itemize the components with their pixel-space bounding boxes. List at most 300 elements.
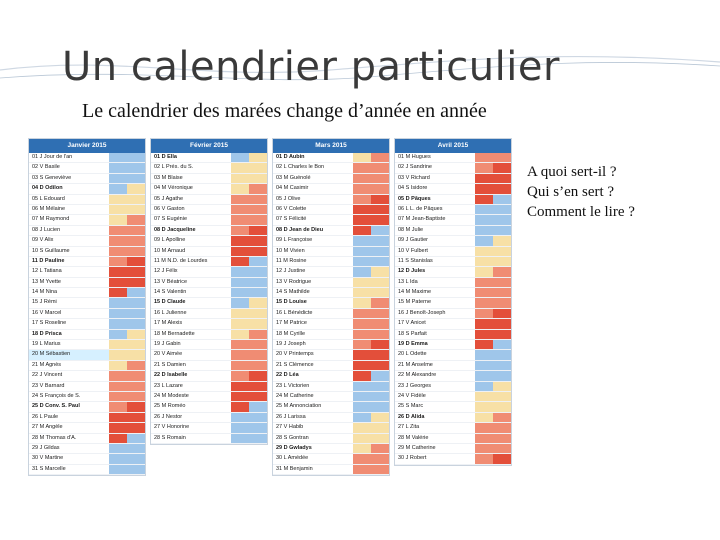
tide-coefficient	[353, 257, 371, 266]
tide-coefficient	[475, 288, 493, 297]
day-label: 30 V Martine	[32, 455, 64, 462]
calendar-day-row	[273, 340, 389, 350]
tide-coefficient	[127, 267, 145, 276]
tide-coefficient	[371, 195, 389, 204]
calendar-day-row	[273, 257, 389, 267]
day-label: 23 J Georges	[398, 382, 432, 389]
tide-coefficient	[353, 392, 371, 401]
tide-coefficient	[475, 434, 493, 443]
day-label: 11 M Rosine	[276, 257, 307, 264]
tide-coefficient	[493, 319, 511, 328]
tide-coefficient	[231, 288, 249, 297]
day-label: 17 M Alexis	[154, 320, 183, 327]
tide-coefficient	[353, 247, 371, 256]
tide-coefficient	[353, 371, 371, 380]
tide-coefficient	[371, 319, 389, 328]
tide-coefficient	[475, 330, 493, 339]
tide-coefficient	[493, 215, 511, 224]
tide-coefficient	[475, 350, 493, 359]
day-label: 23 L Victorien	[276, 382, 310, 389]
calendar-day-row	[29, 413, 145, 423]
tide-coefficient	[371, 267, 389, 276]
calendar-day-row	[395, 423, 511, 433]
tide-coefficient	[493, 350, 511, 359]
tide-coefficient	[109, 340, 127, 349]
tide-coefficient	[371, 278, 389, 287]
calendar-day-row	[273, 309, 389, 319]
tide-coefficient	[371, 330, 389, 339]
tide-coefficient	[127, 184, 145, 193]
day-label: 04 D Odilon	[32, 185, 63, 192]
tide-coefficient	[475, 184, 493, 193]
tide-coefficient	[109, 319, 127, 328]
calendar-day-row	[395, 215, 511, 225]
tide-coefficient	[109, 257, 127, 266]
tide-coefficient	[127, 454, 145, 463]
calendar-day-row	[395, 350, 511, 360]
day-label: 01 D Aubin	[276, 154, 305, 160]
day-label: 28 S Gontran	[276, 434, 309, 441]
day-label: 02 J Sandrine	[398, 164, 432, 171]
calendar-day-row	[29, 247, 145, 257]
day-label: 29 D Gwladys	[276, 444, 312, 451]
tide-coefficient	[353, 309, 371, 318]
calendar-day-row	[395, 444, 511, 454]
tide-coefficient	[353, 330, 371, 339]
calendar-day-row	[273, 226, 389, 236]
day-label: 15 D Louise	[276, 299, 307, 306]
calendar-day-row	[395, 195, 511, 205]
day-label: 25 D Conv. S. Paul	[32, 403, 80, 410]
day-label: 03 M Blaise	[154, 174, 183, 181]
calendar-day-row	[395, 163, 511, 173]
day-label: 02 L Prés. du S.	[154, 164, 194, 171]
tide-coefficient	[493, 257, 511, 266]
day-label: 28 M Valérie	[398, 434, 429, 441]
tide-coefficient	[231, 195, 249, 204]
calendar-day-row	[273, 278, 389, 288]
month-february	[150, 138, 268, 445]
tide-coefficient	[109, 205, 127, 214]
day-label: 14 S Mathilde	[276, 289, 310, 296]
tide-coefficient	[493, 423, 511, 432]
day-label: 11 S Stanislas	[398, 257, 433, 264]
tide-coefficient	[475, 195, 493, 204]
tide-coefficient	[371, 350, 389, 359]
tide-coefficient	[109, 371, 127, 380]
day-label: 01 M Hugues	[398, 154, 431, 160]
tide-coefficient	[249, 267, 267, 276]
tide-coefficient	[371, 454, 389, 463]
calendar-day-row	[395, 298, 511, 308]
calendar-day-row	[273, 247, 389, 257]
tide-coefficient	[249, 236, 267, 245]
tide-coefficient	[493, 195, 511, 204]
calendar-day-row	[29, 350, 145, 360]
calendar-day-row	[395, 309, 511, 319]
calendar-day-row	[29, 465, 145, 475]
tide-coefficient	[127, 247, 145, 256]
calendar-day-row	[29, 236, 145, 246]
tide-coefficient	[353, 444, 371, 453]
tide-coefficient	[353, 423, 371, 432]
calendar-day-row	[29, 434, 145, 444]
tide-coefficient	[109, 247, 127, 256]
day-label: 14 M Maxime	[398, 289, 432, 296]
day-label: 15 J Rémi	[32, 299, 57, 306]
tide-coefficient	[475, 215, 493, 224]
day-label: 28 S Romain	[154, 434, 186, 441]
day-label: 09 L Françoise	[276, 237, 313, 244]
calendar-day-row	[395, 226, 511, 236]
calendar-day-row	[151, 371, 267, 381]
tide-coefficient	[231, 392, 249, 401]
tide-coefficient	[109, 195, 127, 204]
tide-calendar	[28, 138, 512, 474]
tide-coefficient	[127, 330, 145, 339]
day-label: 11 D Pauline	[32, 257, 65, 264]
day-label: 17 M Patrice	[276, 320, 307, 327]
day-label: 15 M Paterne	[398, 299, 432, 306]
calendar-day-row	[273, 195, 389, 205]
tide-coefficient	[249, 205, 267, 214]
day-label: 12 L Tatiana	[32, 268, 62, 275]
day-label: 21 M Agnès	[32, 361, 62, 368]
calendar-day-row	[273, 434, 389, 444]
calendar-day-row	[273, 350, 389, 360]
tide-coefficient	[109, 215, 127, 224]
calendar-day-row	[273, 205, 389, 215]
tide-coefficient	[475, 382, 493, 391]
calendar-day-row	[273, 444, 389, 454]
day-label: 04 M Casimir	[276, 185, 309, 192]
tide-coefficient	[249, 153, 267, 162]
tide-coefficient	[493, 402, 511, 411]
tide-coefficient	[127, 392, 145, 401]
tide-coefficient	[127, 382, 145, 391]
tide-coefficient	[475, 361, 493, 370]
tide-coefficient	[353, 465, 371, 474]
slide-subtitle: Le calendrier des marées change d’année en année	[82, 100, 487, 122]
day-list	[151, 153, 267, 444]
tide-coefficient	[475, 392, 493, 401]
calendar-day-row	[273, 330, 389, 340]
day-label: 18 D Prisca	[32, 330, 62, 337]
day-label: 17 S Roseline	[32, 320, 67, 327]
tide-coefficient	[371, 215, 389, 224]
tide-coefficient	[249, 278, 267, 287]
calendar-day-row	[273, 392, 389, 402]
calendar-day-row	[151, 226, 267, 236]
calendar-day-row	[151, 423, 267, 433]
calendar-day-row	[395, 288, 511, 298]
tide-coefficient	[371, 361, 389, 370]
tide-coefficient	[493, 413, 511, 422]
tide-coefficient	[231, 257, 249, 266]
tide-coefficient	[127, 423, 145, 432]
calendar-day-row	[29, 278, 145, 288]
day-label: 31 S Marcelle	[32, 465, 66, 472]
day-label: 13 L Ida	[398, 278, 418, 285]
tide-coefficient	[353, 454, 371, 463]
tide-coefficient	[475, 454, 493, 463]
tide-coefficient	[493, 163, 511, 172]
tide-coefficient	[249, 350, 267, 359]
tide-coefficient	[127, 236, 145, 245]
calendar-day-row	[29, 340, 145, 350]
tide-coefficient	[127, 163, 145, 172]
tide-coefficient	[493, 267, 511, 276]
day-label: 04 M Véronique	[154, 185, 193, 192]
calendar-day-row	[273, 371, 389, 381]
month-january	[28, 138, 146, 476]
tide-coefficient	[127, 278, 145, 287]
calendar-day-row	[273, 267, 389, 277]
tide-coefficient	[109, 163, 127, 172]
calendar-day-row	[273, 423, 389, 433]
calendar-day-row	[395, 330, 511, 340]
day-list	[395, 153, 511, 465]
day-label: 26 J Larissa	[276, 413, 306, 420]
day-label: 15 D Claude	[154, 299, 186, 306]
tide-coefficient	[493, 382, 511, 391]
tide-coefficient	[127, 174, 145, 183]
calendar-day-row	[29, 195, 145, 205]
calendar-day-row	[395, 454, 511, 464]
tide-coefficient	[475, 226, 493, 235]
question-purpose: A quoi sert-il ?	[527, 164, 617, 180]
tide-coefficient	[353, 340, 371, 349]
tide-coefficient	[109, 153, 127, 162]
tide-coefficient	[493, 298, 511, 307]
tide-coefficient	[353, 205, 371, 214]
tide-coefficient	[127, 195, 145, 204]
calendar-day-row	[395, 247, 511, 257]
tide-coefficient	[371, 174, 389, 183]
tide-coefficient	[127, 298, 145, 307]
tide-coefficient	[231, 382, 249, 391]
tide-coefficient	[371, 340, 389, 349]
question-reading: Comment le lire ?	[527, 204, 635, 220]
tide-coefficient	[231, 267, 249, 276]
day-label: 27 L Zita	[398, 424, 420, 431]
tide-coefficient	[353, 195, 371, 204]
month-march	[272, 138, 390, 476]
day-label: 20 M Sébastien	[32, 351, 71, 358]
day-label: 01 J Jour de l'an	[32, 154, 73, 160]
calendar-day-row	[151, 247, 267, 257]
tide-coefficient	[475, 163, 493, 172]
day-label: 30 L Amédée	[276, 455, 309, 462]
calendar-day-row	[395, 278, 511, 288]
day-label: 18 S Parfait	[398, 330, 427, 337]
calendar-day-row	[29, 184, 145, 194]
calendar-day-row	[29, 257, 145, 267]
tide-coefficient	[475, 309, 493, 318]
tide-coefficient	[353, 319, 371, 328]
day-label: 19 J Gabin	[154, 341, 181, 348]
calendar-day-row	[151, 361, 267, 371]
tide-coefficient	[249, 371, 267, 380]
tide-coefficient	[249, 319, 267, 328]
calendar-day-row	[273, 465, 389, 475]
calendar-day-row	[151, 267, 267, 277]
calendar-day-row	[151, 278, 267, 288]
calendar-day-row	[29, 319, 145, 329]
day-label: 18 M Bernadette	[154, 330, 195, 337]
calendar-day-row	[151, 257, 267, 267]
calendar-day-row	[395, 153, 511, 163]
calendar-day-row	[151, 319, 267, 329]
day-label: 09 V Alix	[32, 237, 54, 244]
day-label: 28 M Thomas d'A.	[32, 434, 77, 441]
calendar-day-row	[151, 205, 267, 215]
tide-coefficient	[231, 402, 249, 411]
tide-coefficient	[109, 174, 127, 183]
calendar-day-row	[29, 288, 145, 298]
calendar-day-row	[151, 402, 267, 412]
tide-coefficient	[493, 205, 511, 214]
tide-coefficient	[353, 236, 371, 245]
day-label: 21 S Clémence	[276, 361, 314, 368]
tide-coefficient	[109, 184, 127, 193]
tide-coefficient	[109, 350, 127, 359]
day-label: 26 J Nestor	[154, 413, 183, 420]
tide-coefficient	[127, 309, 145, 318]
tide-coefficient	[231, 413, 249, 422]
calendar-day-row	[395, 174, 511, 184]
calendar-day-row	[151, 163, 267, 173]
month-header: Avril 2015	[395, 139, 511, 153]
day-label: 23 L Lazare	[154, 382, 183, 389]
tide-coefficient	[353, 153, 371, 162]
tide-coefficient	[475, 402, 493, 411]
day-label: 05 D Pâques	[398, 195, 431, 202]
tide-coefficient	[249, 257, 267, 266]
tide-coefficient	[475, 247, 493, 256]
calendar-day-row	[29, 371, 145, 381]
calendar-day-row	[395, 413, 511, 423]
calendar-day-row	[151, 309, 267, 319]
calendar-day-row	[29, 215, 145, 225]
calendar-day-row	[151, 382, 267, 392]
tide-coefficient	[371, 298, 389, 307]
tide-coefficient	[371, 257, 389, 266]
tide-coefficient	[109, 267, 127, 276]
tide-coefficient	[371, 184, 389, 193]
tide-coefficient	[249, 163, 267, 172]
tide-coefficient	[127, 340, 145, 349]
calendar-day-row	[151, 392, 267, 402]
day-label: 07 M Raymond	[32, 216, 70, 223]
day-label: 02 L Charles le Bon	[276, 164, 325, 171]
day-label: 26 L Paule	[32, 413, 59, 420]
calendar-day-row	[395, 402, 511, 412]
day-list	[273, 153, 389, 475]
tide-coefficient	[475, 174, 493, 183]
tide-coefficient	[493, 371, 511, 380]
calendar-day-row	[29, 444, 145, 454]
tide-coefficient	[371, 382, 389, 391]
day-label: 08 D Jacqueline	[154, 226, 196, 233]
day-label: 08 M Julie	[398, 226, 424, 233]
calendar-day-row	[151, 153, 267, 163]
tide-coefficient	[475, 278, 493, 287]
calendar-day-row	[273, 215, 389, 225]
tide-coefficient	[353, 226, 371, 235]
day-label: 30 J Robert	[398, 455, 427, 462]
tide-coefficient	[127, 444, 145, 453]
day-label: 22 D Isabelle	[154, 372, 188, 379]
tide-coefficient	[353, 298, 371, 307]
tide-coefficient	[231, 153, 249, 162]
tide-coefficient	[493, 392, 511, 401]
day-label: 13 V Béatrice	[154, 278, 188, 285]
calendar-day-row	[151, 184, 267, 194]
tide-coefficient	[475, 298, 493, 307]
tide-coefficient	[475, 444, 493, 453]
day-label: 25 M Annonciation	[276, 403, 322, 410]
tide-coefficient	[127, 361, 145, 370]
calendar-day-row	[29, 330, 145, 340]
day-label: 27 V Habib	[276, 424, 304, 431]
day-label: 10 V Fulbert	[398, 247, 428, 254]
tide-coefficient	[475, 236, 493, 245]
tide-coefficient	[231, 226, 249, 235]
calendar-day-row	[29, 267, 145, 277]
day-label: 13 V Rodrigue	[276, 278, 312, 285]
day-label: 22 M Alexandre	[398, 372, 437, 379]
tide-coefficient	[493, 340, 511, 349]
calendar-day-row	[29, 402, 145, 412]
tide-coefficient	[231, 236, 249, 245]
calendar-day-row	[151, 174, 267, 184]
calendar-day-row	[151, 434, 267, 444]
calendar-day-row	[395, 340, 511, 350]
calendar-day-row	[395, 184, 511, 194]
tide-coefficient	[109, 361, 127, 370]
day-label: 19 L Marius	[32, 341, 61, 348]
day-label: 31 M Benjamin	[276, 465, 313, 472]
month-header: Janvier 2015	[29, 139, 145, 153]
tide-coefficient	[475, 257, 493, 266]
calendar-day-row	[395, 371, 511, 381]
day-label: 21 S Damien	[154, 361, 186, 368]
tide-coefficient	[249, 340, 267, 349]
day-label: 27 M Angèle	[32, 424, 63, 431]
tide-coefficient	[127, 257, 145, 266]
calendar-day-row	[395, 205, 511, 215]
question-users: Qui s’en sert ?	[527, 184, 615, 200]
day-label: 24 S François de S.	[32, 392, 81, 399]
calendar-day-row	[273, 413, 389, 423]
day-label: 16 L Julienne	[154, 309, 187, 316]
tide-coefficient	[231, 163, 249, 172]
calendar-day-row	[151, 340, 267, 350]
tide-coefficient	[493, 454, 511, 463]
tide-coefficient	[371, 309, 389, 318]
tide-coefficient	[371, 153, 389, 162]
day-label: 09 J Gautier	[398, 237, 428, 244]
tide-coefficient	[249, 413, 267, 422]
tide-coefficient	[353, 434, 371, 443]
tide-coefficient	[371, 423, 389, 432]
tide-coefficient	[493, 330, 511, 339]
day-label: 06 V Gaston	[154, 205, 185, 212]
tide-coefficient	[353, 361, 371, 370]
calendar-day-row	[395, 319, 511, 329]
day-label: 14 M Nina	[32, 289, 58, 296]
